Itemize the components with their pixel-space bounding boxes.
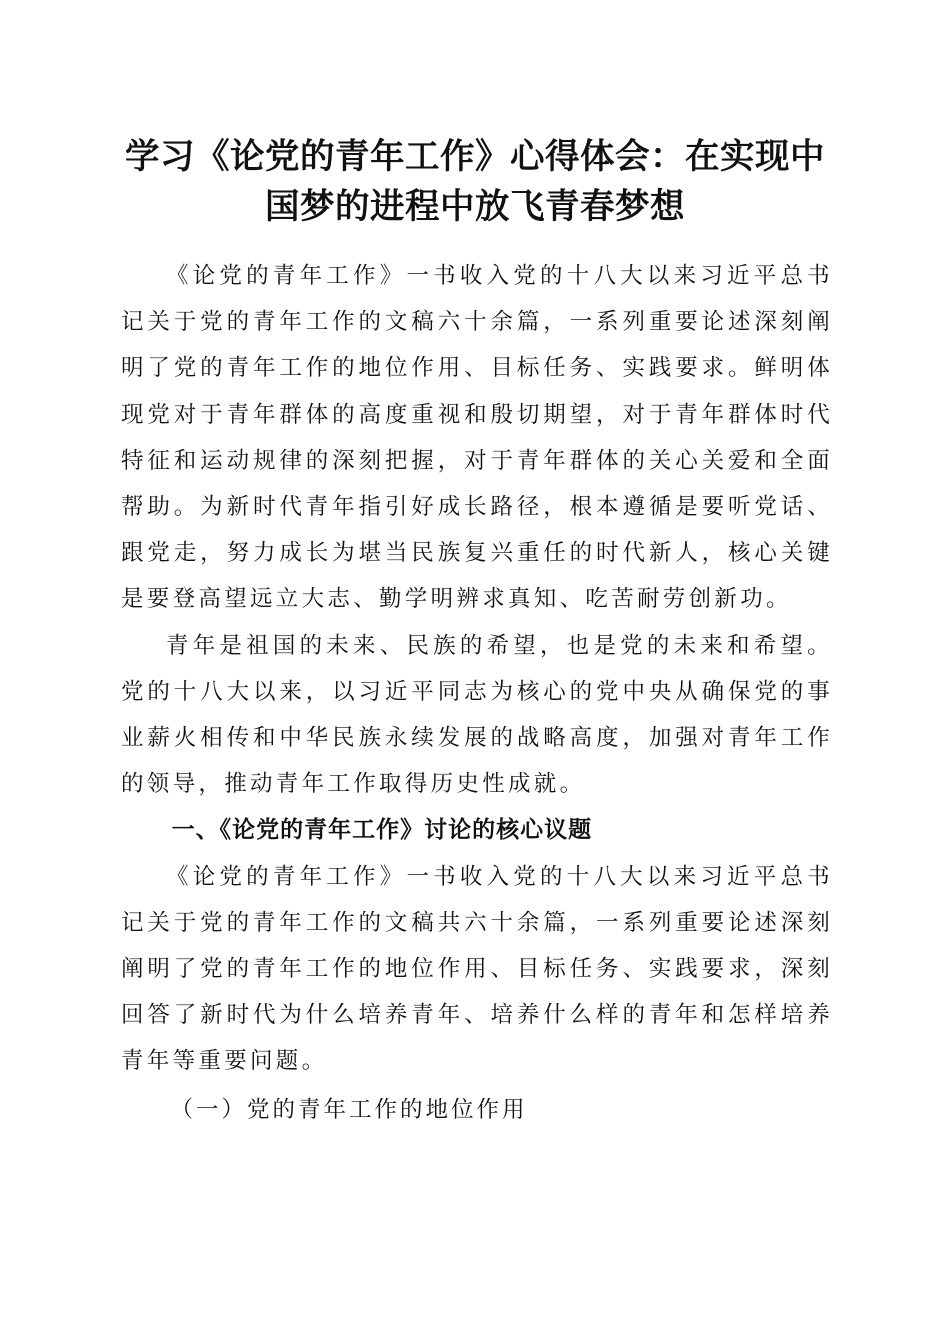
document-title: 学习《论党的青年工作》心得体会：在实现中国梦的进程中放飞青春梦想	[125, 137, 825, 227]
document-body	[121, 253, 833, 1133]
section-paragraph: 《论党的青年工作》一书收入党的十八大以来习近平总书记关于党的青年工作的文稿共六十余篇，一系列重要论述深刻阐明了党的青年工作的地位作用、目标任务、实践要求，深刻回答了新时代为什么培养青年、培养什么样的青年和怎样培养青年等重要问题。	[121, 863, 833, 1075]
paragraph-intro: 《论党的青年工作》一书收入党的十八大以来习近平总书记关于党的青年工作的文稿六十余篇，一系列重要论述深刻阐明了党的青年工作的地位作用、目标任务、实践要求。鲜明体现党对于青年群体的高度重视和殷切期望，对于青年群体时代特征和运动规律的深刻把握，对于青年群体的关心关爱和全面帮助。为新时代青年指引好成长路径，根本遵循是要听党话、跟党走，努力成长为堪当民族复兴重任的时代新人，核心关键是要登高望远立大志、勤学明辨求真知、吃苦耐劳创新功。	[121, 263, 833, 613]
paragraph-youth: 青年是祖国的未来、民族的希望，也是党的未来和希望。党的十八大以来，以习近平同志为核心的党中央从确保党的事业薪火相传和中华民族永续发展的战略高度，加强对青年工作的领导，推动青年工作取得历史性成就。	[121, 632, 833, 798]
subsection-heading: （一）党的青年工作的地位作用	[170, 1096, 528, 1123]
section-heading: 一、《论党的青年工作》讨论的核心议题	[171, 817, 593, 844]
